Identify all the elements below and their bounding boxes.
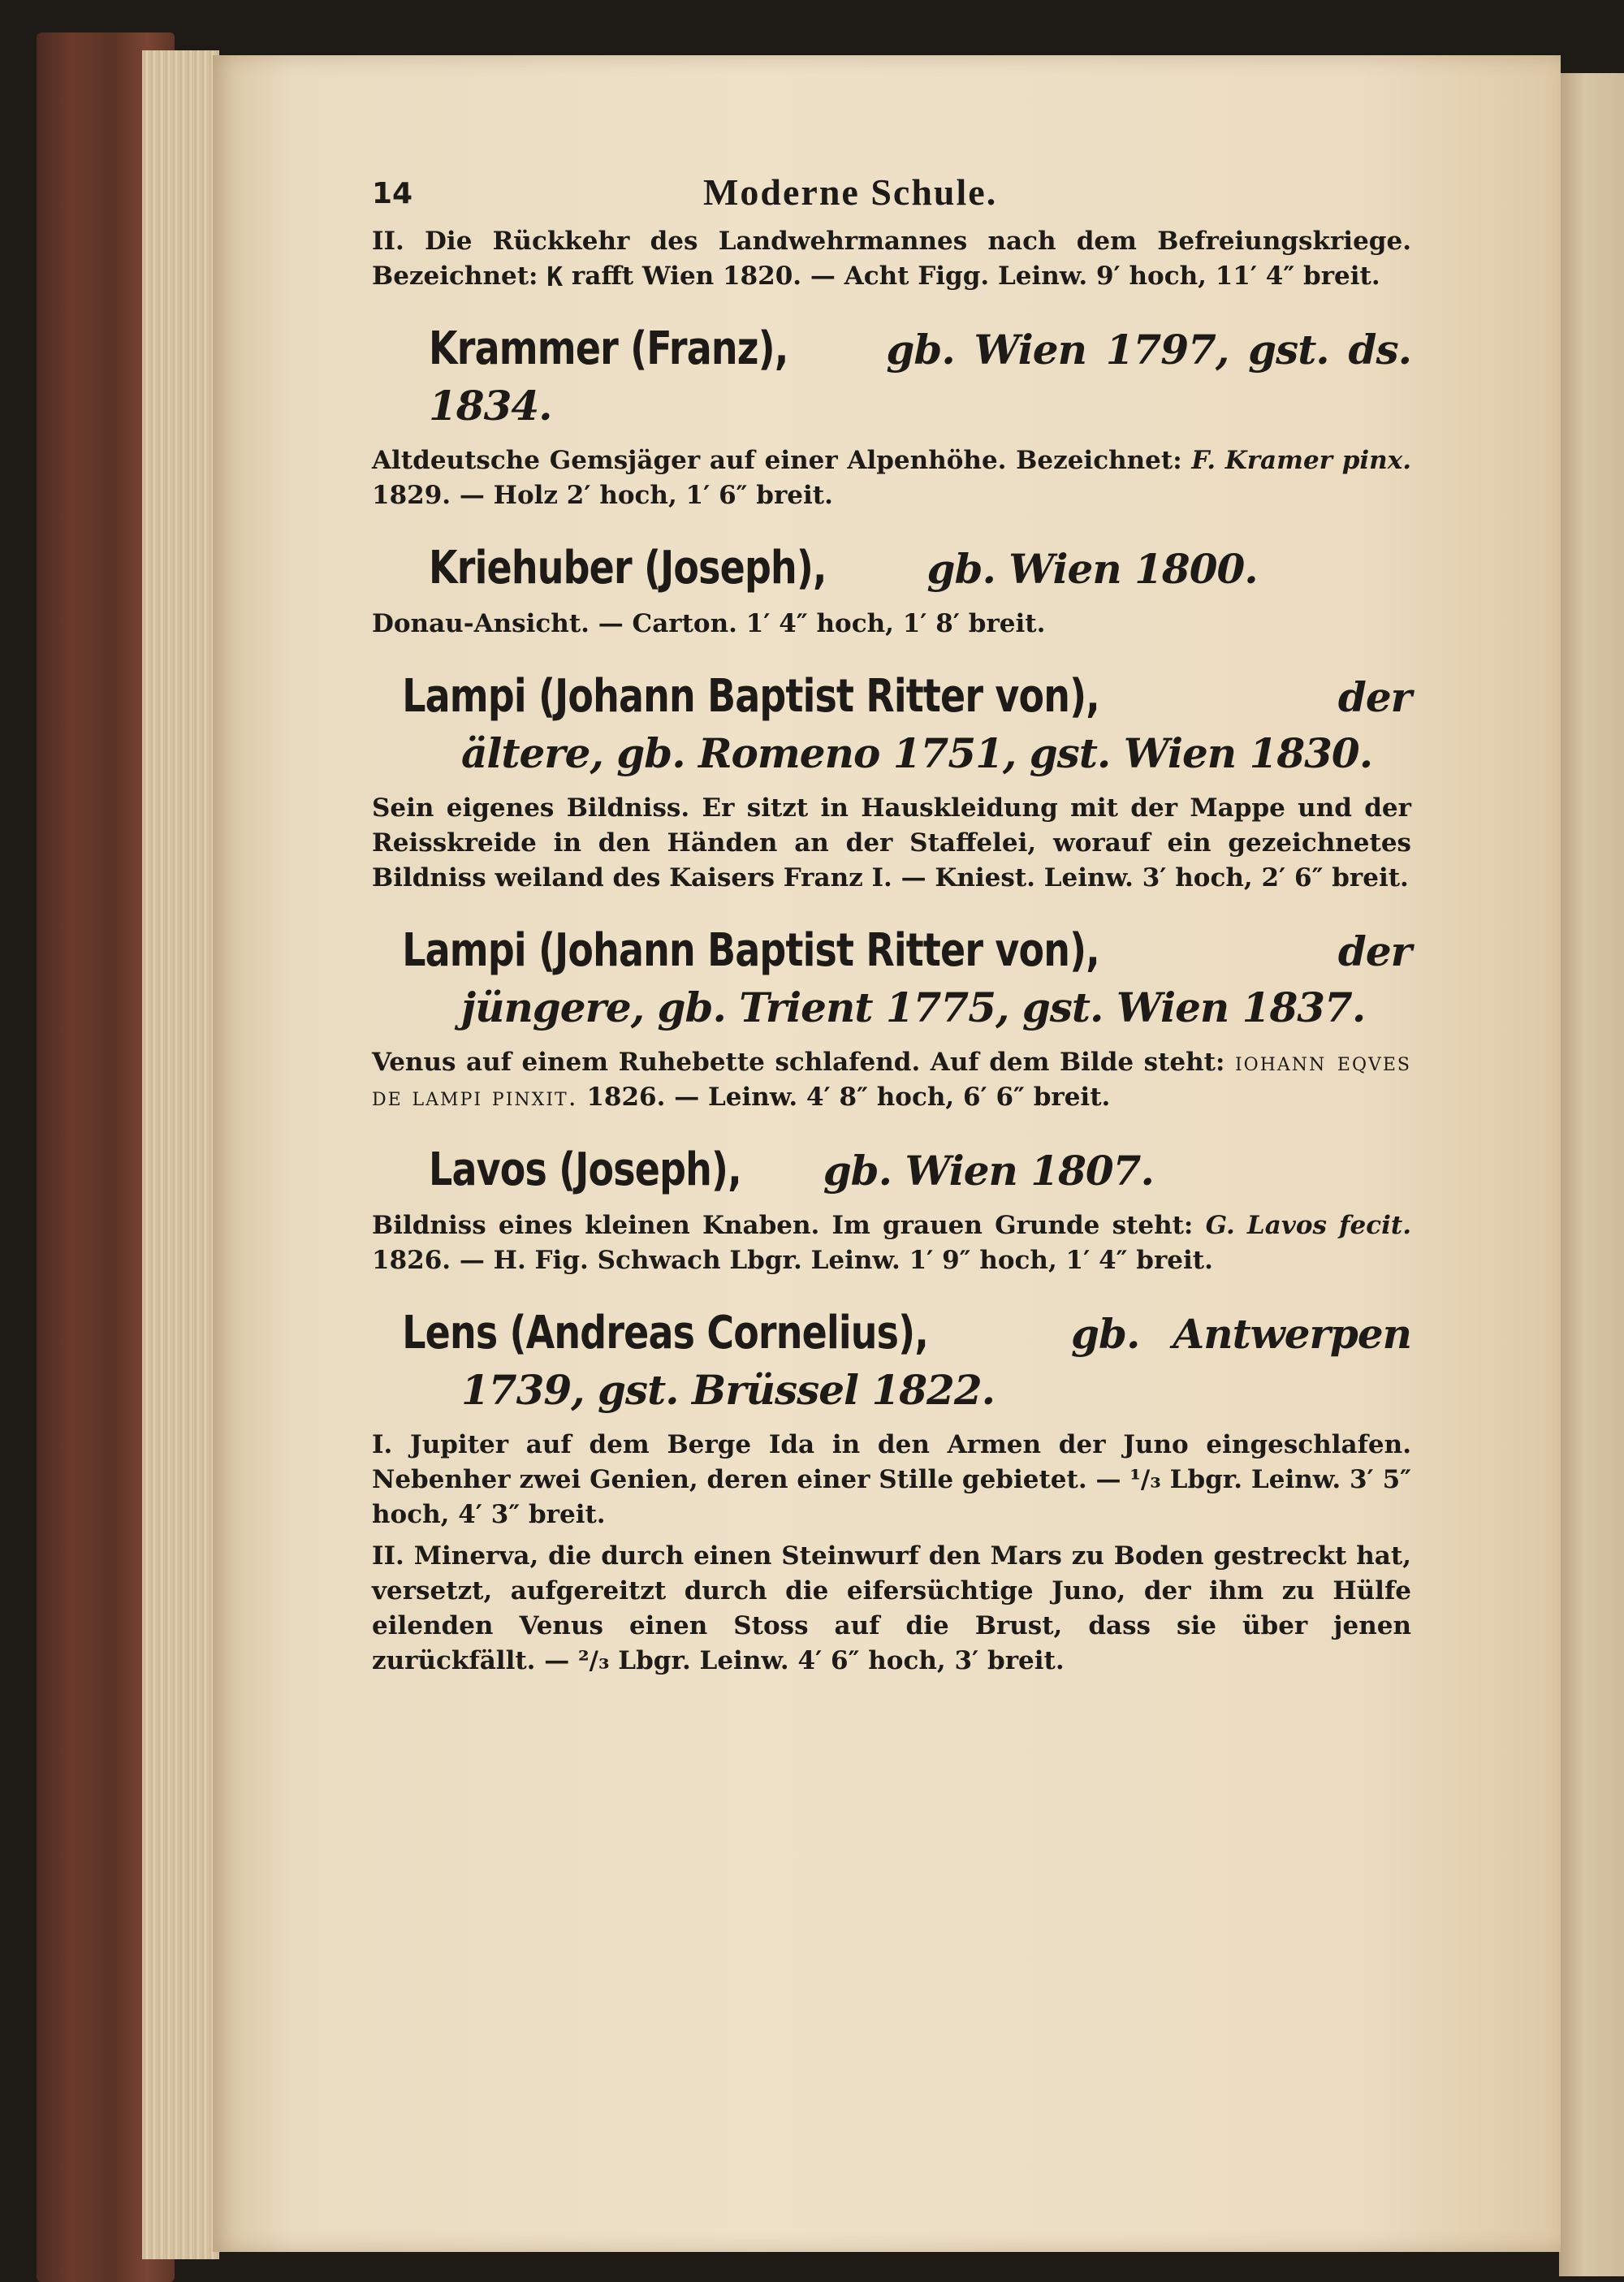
page-content bbox=[372, 171, 1411, 1679]
artist-name: Lampi (Johann Baptist Ritter von), bbox=[402, 670, 1099, 723]
artist-name: Lavos (Joseph), bbox=[429, 1143, 741, 1196]
artist-heading bbox=[402, 923, 1411, 1035]
artist-heading bbox=[402, 669, 1411, 781]
artist-heading bbox=[429, 1143, 1411, 1199]
artist-heading bbox=[429, 541, 1411, 597]
catalogue-body bbox=[372, 224, 1411, 1679]
artist-bio: der jüngere, gb. Trient 1775, gst. Wien 1837. bbox=[461, 927, 1411, 1031]
artist-name: Lampi (Johann Baptist Ritter von), bbox=[402, 924, 1099, 977]
work-description: Donau-Ansicht. — Carton. 1′ 4″ hoch, 1′ 8′ breit. bbox=[372, 609, 1046, 638]
work-description: I. Jupiter auf dem Berge Ida in den Armen der Juno eingeschlafen. Nebenher zwei Genien, deren einer Stille gebietet. — ¹/₃ Lbgr. Leinw. 3′ 5″ hoch, 4′ 3″ breit. bbox=[372, 1430, 1411, 1529]
inscription-text: iohann eqves de lampi pinxit. bbox=[372, 1048, 1411, 1112]
monogram-mark: K bbox=[546, 261, 564, 292]
artist-bio: gb. Wien 1800. bbox=[914, 545, 1258, 593]
artist-name: Kriehuber (Joseph), bbox=[429, 542, 827, 594]
artist-bio: gb. Wien 1797, gst. ds. 1834. bbox=[429, 326, 1411, 430]
artist-name: Lens (Andreas Cornelius), bbox=[402, 1307, 928, 1359]
artist-heading bbox=[429, 322, 1411, 434]
running-head bbox=[372, 171, 1411, 224]
work-description: Sein eigenes Bildniss. Er sitzt in Hauskleidung mit der Mappe und der Reisskreide in den Händen an der Staffelei, worauf ein gezeichnetes Bildniss weiland des Kaisers Franz I. — Kniest. Leinw. 3′ hoch, 2′ 6″ breit. bbox=[372, 793, 1411, 892]
artist-bio: gb. Antwerpen 1739, gst. Brüssel 1822. bbox=[461, 1310, 1411, 1414]
signature-text: F. Kramer pinx. bbox=[1191, 446, 1411, 475]
work-description: Venus auf einem Ruhebette schlafend. Auf dem Bilde steht: iohann eqves de lampi pinxit. 1826. — Leinw. 4′ 8″ hoch, 6′ 6″ breit. bbox=[372, 1048, 1411, 1112]
page-edges bbox=[142, 50, 219, 2259]
facing-page-edge bbox=[1559, 73, 1624, 2276]
work-description: Altdeutsche Gemsjäger auf einer Alpenhöhe. Bezeichnet: F. Kramer pinx. 1829. — Holz 2′ hoch, 1′ 6″ breit. bbox=[372, 446, 1411, 510]
work-description: II. Minerva, die durch einen Steinwurf den Mars zu Boden gestreckt hat, versetzt, aufgereitzt durch die eifersüchtige Juno, der ihm zu Hülfe eilenden Venus einen Stoss auf die Brust, dass sie über jenen zurückfällt. — ²/₃ Lbgr. Leinw. 4′ 6″ hoch, 3′ breit. bbox=[372, 1541, 1411, 1675]
signature-text: G. Lavos fecit. bbox=[1205, 1211, 1411, 1240]
artist-bio: gb. Wien 1807. bbox=[810, 1147, 1154, 1195]
running-head-title: Moderne Schule. bbox=[703, 171, 998, 213]
artist-name: Krammer (Franz), bbox=[429, 322, 788, 375]
work-description: Bildniss eines kleinen Knaben. Im grauen Grunde steht: G. Lavos fecit. 1826. — H. Fig. Schwach Lbgr. Leinw. 1′ 9″ hoch, 1′ 4″ breit. bbox=[372, 1211, 1411, 1275]
artist-heading bbox=[402, 1306, 1411, 1418]
page-number: 14 bbox=[372, 177, 413, 210]
artist-bio: der ältere, gb. Romeno 1751, gst. Wien 1830. bbox=[461, 673, 1411, 777]
work-description: II. Die Rückkehr des Landwehrmannes nach dem Befreiungskriege. Bezeichnet: K rafft Wien 1820. — Acht Figg. Leinw. 9′ hoch, 11′ 4″ breit. bbox=[372, 227, 1411, 292]
